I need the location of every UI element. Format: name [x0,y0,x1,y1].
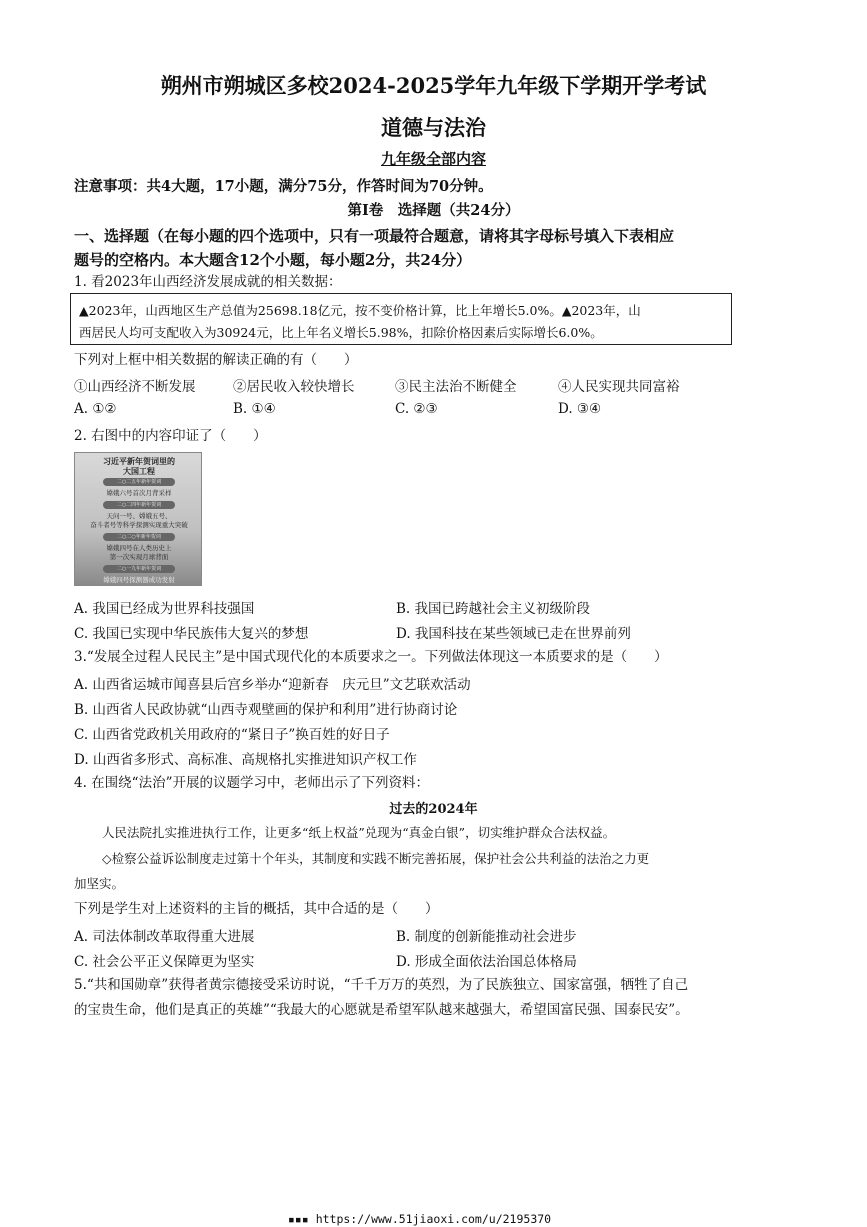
q4-option-d[interactable]: D. 形成全面依法治国总体格局 [396,954,577,970]
q2-option-a[interactable]: A. 我国已经成为世界科技强国 [74,601,255,617]
q1-option-a[interactable]: A. ①② [74,401,117,417]
q1-box-line2: 西居民人均可支配收入为30924元，比上年名义增长5.98%，扣除价格因素后实际增长6.0%。 [79,325,603,340]
footer-url-link[interactable]: ▪▪▪ https://www.51jiaoxi.com/u/2195370 [288,1212,552,1226]
q1-prompt: 下列对上框中相关数据的解读正确的有（ ） [74,352,358,368]
q4-prompt: 下列是学生对上述资料的主旨的概括，其中合适的是（ ） [74,901,439,917]
q2-option-d[interactable]: D. 我国科技在某些领域已走在世界前列 [396,626,631,642]
q4-option-b[interactable]: B. 制度的创新能推动社会进步 [396,929,577,945]
q1-option-b[interactable]: B. ①④ [233,401,276,417]
poster-text-5: 第一次实现月球背面 [109,553,169,561]
poster-year-3: 二○二○年新年贺词 [103,533,175,541]
q1-box-line1: ▲2023年，山西地区生产总值为25698.18亿元，按不变价格计算，比上年增长5.0%。▲2023年，山 [79,303,641,318]
poster-text-2: 天问一号、嫦娥五号、 [106,512,172,520]
q3-option-a[interactable]: A. 山西省运城市闻喜县后宫乡举办“迎新春 庆元旦”文艺联欢活动 [74,677,471,693]
q1-option-d[interactable]: D. ③④ [558,401,602,417]
q4-option-c[interactable]: C. 社会公平正义保障更为坚实 [74,954,255,970]
subject-title: 道德与法治 [381,115,486,140]
q4-material-line2: ◇检察公益诉讼制度走过第十个年头，其制度和实践不断完善拓展，保护社会公共利益的法治之力更 [102,851,650,866]
scope-label: 九年级全部内容 [380,150,486,168]
q1-item-3: ③民主法治不断健全 [395,379,517,395]
poster-heading-2: 大国工程 [123,467,155,476]
q4-option-a[interactable]: A. 司法体制改革取得重大进展 [74,929,255,945]
exam-title: 朔州市朔城区多校2024-2025学年九年级下学期开学考试 [160,73,707,98]
q5-line2: 的宝贵生命，他们是真正的英雄”“我最大的心愿就是希望军队越来越强大，希望国富民强、国泰民安”。 [74,1002,689,1018]
q1-item-1: ①山西经济不断发展 [74,379,196,395]
part-heading: 第Ⅰ卷 选择题（共24分） [347,202,520,219]
poster-text-1: 嫦娥六号首次月背采样 [106,489,172,497]
poster-heading-1: 习近平新年贺词里的 [103,457,175,466]
q1-item-4: ④人民实现共同富裕 [558,379,680,395]
q1-item-2: ②居民收入较快增长 [233,379,355,395]
q3-option-d[interactable]: D. 山西省多形式、高标准、高规格扎实推进知识产权工作 [74,752,417,768]
q2-poster-image [74,452,202,586]
q2-option-c[interactable]: C. 我国已实现中华民族伟大复兴的梦想 [74,626,309,642]
q4-material-line3: 加坚实。 [74,876,125,891]
q4-stem: 4. 在围绕“法治”开展的议题学习中，老师出示了下列资料： [74,775,429,791]
poster-year-2: 二○二四年新年贺词 [103,501,175,509]
q1-data-box [70,293,732,345]
q5-line1: 5.“共和国勋章”获得者黄宗德接受采访时说，“千千万万的英烈，为了民族独立、国家富强，牺牲了自己 [74,977,689,993]
notice-text: 注意事项：共4大题，17小题，满分75分，作答时间为70分钟。 [74,178,493,195]
q1-stem: 1. 看2023年山西经济发展成就的相关数据： [74,274,342,290]
q3-option-c[interactable]: C. 山西省党政机关用政府的“紧日子”换百姓的好日子 [74,727,390,743]
poster-text-4: 嫦娥四号在人类历史上 [106,544,172,552]
q4-material-title: 过去的2024年 [389,802,478,817]
poster-text-3: 奋斗者号等科学探测实现重大突破 [90,521,188,529]
q2-stem: 2. 右图中的内容印证了（ ） [74,428,267,444]
poster-year-1: 二○二五年新年贺词 [103,478,175,486]
section-heading-line2: 题号的空格内。本大题含12个小题，每小题2分，共24分） [74,251,472,269]
q3-stem: 3.“发展全过程人民民主”是中国式现代化的本质要求之一。下列做法体现这一本质要求的是（ ） [74,649,668,665]
poster-text-6: 嫦娥四号探测器成功发射 [103,576,175,584]
q2-option-b[interactable]: B. 我国已跨越社会主义初级阶段 [396,601,591,617]
q3-option-b[interactable]: B. 山西省人民政协就“山西寺观壁画的保护和利用”进行协商讨论 [74,702,458,718]
poster-year-4: 二○一九年新年贺词 [103,565,175,573]
q1-option-c[interactable]: C. ②③ [395,401,438,417]
q4-material-line1: 人民法院扎实推进执行工作，让更多“纸上权益”兑现为“真金白银”，切实维护群众合法权益。 [102,825,616,840]
section-heading-line1: 一、选择题（在每小题的四个选项中，只有一项最符合题意，请将其字母标号填入下表相应 [74,227,675,245]
